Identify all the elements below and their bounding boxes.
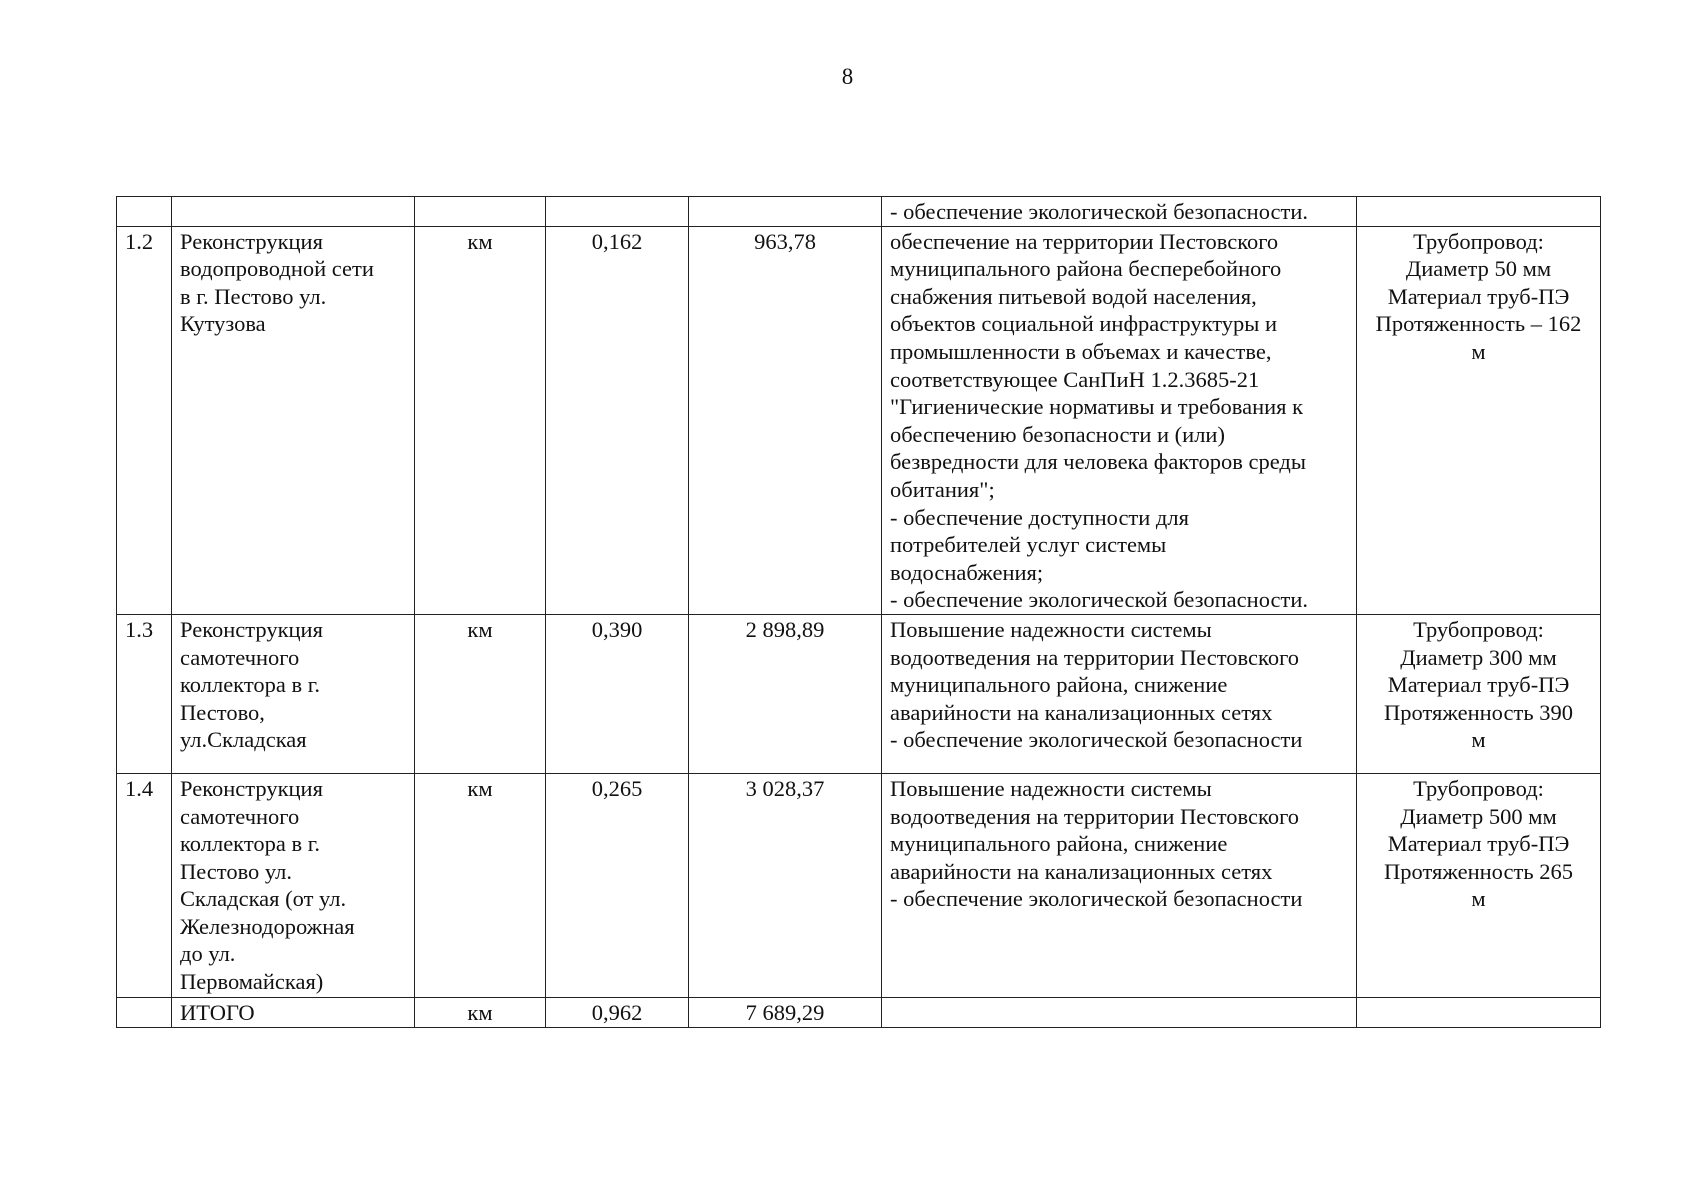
desc-line: обеспечение на территории Пестовского — [890, 228, 1279, 254]
cell-num: 1.2 — [117, 226, 172, 614]
spec-line: Диаметр 300 мм — [1400, 644, 1557, 670]
cell-unit: км — [415, 226, 546, 614]
cell-num — [117, 997, 172, 1027]
name-line: коллектора в г. — [180, 672, 321, 698]
cell-spec — [1357, 197, 1601, 227]
page-number: 8 — [841, 64, 854, 89]
desc-line: муниципального района, снижение — [890, 831, 1228, 857]
cell-num: 1.4 — [117, 773, 172, 997]
table-row-continuation — [117, 197, 1601, 227]
spec-line: Материал труб-ПЭ — [1387, 831, 1570, 857]
name-line: Железнодорожная — [180, 913, 355, 939]
table-row — [117, 614, 1601, 773]
spec-line: м — [1471, 338, 1486, 364]
cell-spec — [1357, 226, 1601, 614]
cell-unit: км — [415, 614, 546, 773]
cell-name — [172, 614, 415, 773]
cell-qty: 0,265 — [546, 773, 689, 997]
desc-line: Повышение надежности системы — [890, 775, 1212, 801]
cell-name — [172, 773, 415, 997]
spec-line: Трубопровод: — [1413, 775, 1544, 801]
spec-line: Протяженность – 162 — [1375, 311, 1582, 337]
name-line: Пестово ул. — [180, 858, 293, 884]
name-line: Пестово, — [180, 699, 265, 725]
spec-line: Трубопровод: — [1413, 616, 1544, 642]
total-cost: 7 689,29 — [689, 997, 882, 1027]
total-qty: 0,962 — [546, 997, 689, 1027]
cell-spec — [1357, 773, 1601, 997]
cell-name — [172, 226, 415, 614]
cell-cost: 3 028,37 — [689, 773, 882, 997]
cell-qty: 0,390 — [546, 614, 689, 773]
desc-line: муниципального района, снижение — [890, 672, 1228, 698]
cell-qty — [546, 197, 689, 227]
spec-line: Материал труб-ПЭ — [1387, 672, 1570, 698]
desc-line: - обеспечение экологической безопасности — [890, 727, 1303, 753]
cell-spec — [1357, 614, 1601, 773]
cell-qty: 0,162 — [546, 226, 689, 614]
total-unit: км — [415, 997, 546, 1027]
spec-line: Диаметр 50 мм — [1405, 256, 1552, 282]
cell-desc — [882, 997, 1357, 1027]
desc-line: Повышение надежности системы — [890, 616, 1212, 642]
name-line: ул.Складская — [180, 727, 307, 753]
desc-line: - обеспечение экологической безопасности. — [890, 199, 1308, 224]
name-line: коллектора в г. — [180, 831, 321, 857]
name-line: Складская (от ул. — [180, 886, 347, 912]
cell-unit — [415, 197, 546, 227]
spec-line: Материал труб-ПЭ — [1387, 283, 1570, 309]
table-row — [117, 773, 1601, 997]
project-table — [116, 196, 1601, 1028]
name-line: в г. Пестово ул. — [180, 283, 327, 309]
spec-line: м — [1471, 727, 1486, 753]
name-line: самотечного — [180, 644, 300, 670]
name-line: до ул. — [180, 941, 236, 967]
name-line: Реконструкция — [180, 228, 323, 254]
desc-line: - обеспечение экологической безопасности. — [890, 587, 1308, 613]
cell-num — [117, 197, 172, 227]
cell-cost: 963,78 — [689, 226, 882, 614]
desc-line: снабжения питьевой водой населения, — [890, 283, 1257, 309]
name-line: Кутузова — [180, 311, 266, 337]
desc-line: безвредности для человека факторов среды — [890, 449, 1306, 475]
cell-desc — [882, 226, 1357, 614]
cell-num: 1.3 — [117, 614, 172, 773]
cell-cost: 2 898,89 — [689, 614, 882, 773]
desc-line: аварийности на канализационных сетях — [890, 699, 1273, 725]
cell-desc — [882, 197, 1357, 227]
desc-line: водоснабжения; — [890, 559, 1044, 585]
desc-line: обитания"; — [890, 476, 995, 502]
name-line: Реконструкция — [180, 775, 323, 801]
spec-line: Протяженность 265 — [1384, 858, 1573, 884]
cell-cost — [689, 197, 882, 227]
desc-line: объектов социальной инфраструктуры и — [890, 311, 1278, 337]
spec-line: Диаметр 500 мм — [1400, 803, 1557, 829]
cell-desc — [882, 773, 1357, 997]
spec-line: Протяженность 390 — [1384, 699, 1573, 725]
name-line: самотечного — [180, 803, 300, 829]
desc-line: промышленности в объемах и качестве, — [890, 338, 1272, 364]
cell-unit: км — [415, 773, 546, 997]
desc-line: обеспечению безопасности и (или) — [890, 421, 1225, 447]
total-label: ИТОГО — [172, 997, 415, 1027]
table-row — [117, 226, 1601, 614]
cell-spec — [1357, 997, 1601, 1027]
spec-line: Трубопровод: — [1413, 228, 1544, 254]
name-line: водопроводной сети — [180, 256, 374, 282]
desc-line: муниципального района бесперебойного — [890, 256, 1282, 282]
desc-line: "Гигиенические нормативы и требования к — [890, 394, 1304, 420]
desc-line: - обеспечение доступности для — [890, 504, 1189, 530]
table-row-total — [117, 997, 1601, 1027]
desc-line: соответствующее СанПиН 1.2.3685-21 — [890, 366, 1260, 392]
spec-line: м — [1471, 886, 1486, 912]
desc-line: водоотведения на территории Пестовского — [890, 803, 1299, 829]
cell-name — [172, 197, 415, 227]
desc-line: потребителей услуг системы — [890, 532, 1167, 558]
desc-line: аварийности на канализационных сетях — [890, 858, 1273, 884]
name-line: Реконструкция — [180, 616, 323, 642]
name-line: Первомайская) — [180, 969, 324, 995]
desc-line: водоотведения на территории Пестовского — [890, 644, 1299, 670]
desc-line: - обеспечение экологической безопасности — [890, 886, 1303, 912]
cell-desc — [882, 614, 1357, 773]
